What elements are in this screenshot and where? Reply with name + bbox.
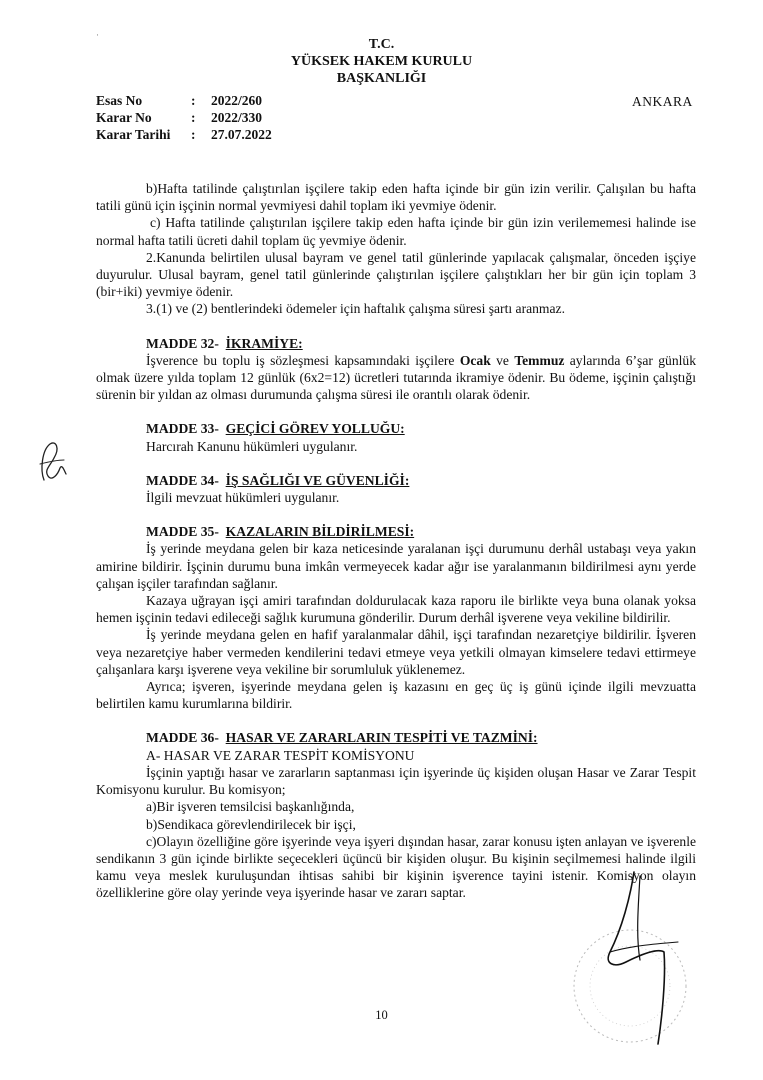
bold-month: Ocak	[459, 352, 491, 368]
paragraph-3: 3.(1) ve (2) bentlerindeki ödemeler için haftalık çalışma süresi şartı aranmaz.	[146, 301, 565, 317]
paragraph-c: c) Hafta tatilinde çalıştırılan işçilere takip eden hafta içinde bir gün izin verilememesi halinde ise normal hafta tatili ücreti dahil toplam üç yevmiye ödenir.	[96, 215, 696, 248]
article-35-p1: İş yerinde meydana gelen bir kaza neticesinde yaralanan işçi durumunu derhâl ustabaşı veya yakın amirine bildirir. İşçinin durumu buna imkân vermeyecek kadar ağır ise yaralanmanın bildirilmesi aynı yerde çalışan işçiler tarafından sağlanır.	[96, 541, 696, 591]
article-number: MADDE 34-	[146, 472, 219, 488]
article-33-heading	[96, 420, 696, 437]
scan-mark: ·	[96, 30, 99, 40]
article-35-p2: Kazaya uğrayan işçi amiri tarafından doldurulacak kaza raporu ile birlikte veya buna olanak yoksa hemen işçinin tedavi edileceği sağlık kurumuna gönderilir. Durum derhâl işverene veya vekiline bildirilir.	[96, 593, 696, 626]
article-title: İKRAMİYE:	[225, 335, 303, 351]
meta-value: 27.07.2022	[211, 127, 272, 142]
meta-row-tarih	[96, 126, 272, 143]
header-line-2: YÜKSEK HAKEM KURULU	[290, 54, 473, 69]
header-line-3: BAŞKANLIĞI	[336, 71, 427, 86]
paragraph-b: b)Hafta tatilinde çalıştırılan işçilere takip eden hafta içinde bir gün izin verilir. Çalışılan bu hafta tatili günü için işçinin normal yevmiyesi dahil toplam iki yevmiye ödenir.	[96, 181, 696, 214]
meta-value: 2022/260	[211, 93, 263, 108]
text-run: İşverence bu toplu iş sözleşmesi kapsamındaki işçilere	[146, 352, 460, 368]
article-36-item-b: b)Sendikaca görevlendirilecek bir işçi,	[146, 816, 356, 832]
article-34-body: İlgili mevzuat hükümleri uygulanır.	[146, 490, 340, 506]
bold-month: Temmuz	[514, 352, 565, 368]
city-label: ANKARA	[632, 94, 693, 109]
article-number: MADDE 35-	[146, 524, 219, 540]
header-line-1: T.C.	[368, 37, 395, 52]
article-number: MADDE 36-	[146, 730, 219, 746]
article-32-heading	[96, 335, 696, 352]
page-number: 10	[375, 1008, 388, 1022]
article-32-body	[96, 352, 696, 404]
meta-sep: :	[191, 127, 196, 142]
article-34-heading	[96, 472, 696, 489]
text-run: ve	[490, 352, 515, 368]
text-run: aylarında 6’şar günlük olmak üzere yılda toplam 12 günlük (6x2=12) ücretleri tutarında ikramiye ödenir. Bu ödeme, işçinin çalıştığı sürenin bir yıldan az olması durumunda çalışma süresi ile orantılı olarak ödenir.	[96, 352, 696, 403]
article-number: MADDE 32-	[146, 335, 219, 351]
article-title: KAZALARIN BİLDİRİLMESİ:	[225, 524, 415, 540]
margin-initial-signature	[34, 440, 70, 484]
meta-row-esas	[96, 92, 272, 109]
meta-value: 2022/330	[211, 110, 263, 125]
article-36-heading	[96, 729, 696, 746]
document-body	[96, 180, 696, 902]
document-header	[0, 36, 763, 87]
case-meta	[96, 92, 272, 143]
meta-label: Karar No	[96, 110, 152, 125]
meta-row-karar	[96, 109, 272, 126]
meta-label: Karar Tarihi	[96, 127, 171, 142]
meta-label: Esas No	[96, 93, 143, 108]
article-35-p3: İş yerinde meydana gelen en hafif yaralanmalar dâhil, işçi tarafından nezaretçiye bildirilir. İşveren veya nezaretçiye haber vermeden kendilerini tedavi etmeye veya yetkili olmayan kimselere tedavi ettirmeye çalışanlara karşı işverene veya vekiline bir sorumluluk yüklenemez.	[96, 627, 696, 677]
article-36-item-c: c)Olayın özelliğine göre işyerinde veya işyeri dışından hasar, zarar konusu işten anlayan ve işverenle sendikanın 3 gün içinde birlikte seçecekleri üçüncü bir kişiden oluşur. Bu kişinin seçilmemesi halinde ilgili kamu veya meslek kuruluşundan ihtisas sahibi bir kişinin işverence tayini istenir. Komisyon olayın özelliklerine göre olay yerinde veya işyerinde hasar ve zararı saptar.	[96, 833, 696, 901]
article-35-heading	[96, 523, 696, 540]
meta-sep: :	[191, 110, 196, 125]
article-36-item-a: a)Bir işveren temsilcisi başkanlığında,	[146, 799, 355, 815]
article-35-p4: Ayrıca; işveren, işyerinde meydana gelen iş kazasını en geç üç iş günü içinde ilgili mevzuatta belirtilen kamu kurumlarına bildirir.	[96, 679, 696, 712]
article-title: GEÇİCİ GÖREV YOLLUĞU:	[225, 421, 405, 437]
article-title: İŞ SAĞLIĞI VE GÜVENLİĞİ:	[225, 472, 410, 488]
article-36-subheading: A- HASAR VE ZARAR TESPİT KOMİSYONU	[146, 747, 415, 763]
meta-sep: :	[191, 93, 196, 108]
article-title: HASAR VE ZARARLARIN TESPİTİ VE TAZMİNİ:	[225, 730, 538, 746]
article-33-body: Harcırah Kanunu hükümleri uygulanır.	[146, 438, 358, 454]
stamp-and-signature	[570, 868, 720, 1058]
article-36-p1: İşçinin yaptığı hasar ve zararların saptanması için işyerinde üç kişiden oluşan Hasar ve Zarar Tespit Komisyonu kurulur. Bu komisyon;	[96, 764, 696, 798]
article-number: MADDE 33-	[146, 421, 219, 437]
paragraph-2: 2.Kanunda belirtilen ulusal bayram ve genel tatil günlerinde yapılacak çalışmalar, önceden işçiye duyurulur. Ulusal bayram, genel tatil günlerinde çalıştırılan işçilere çalıştıkları her bir gün için toplam 3 (bir+iki) yevmiye ödenir.	[96, 249, 696, 300]
